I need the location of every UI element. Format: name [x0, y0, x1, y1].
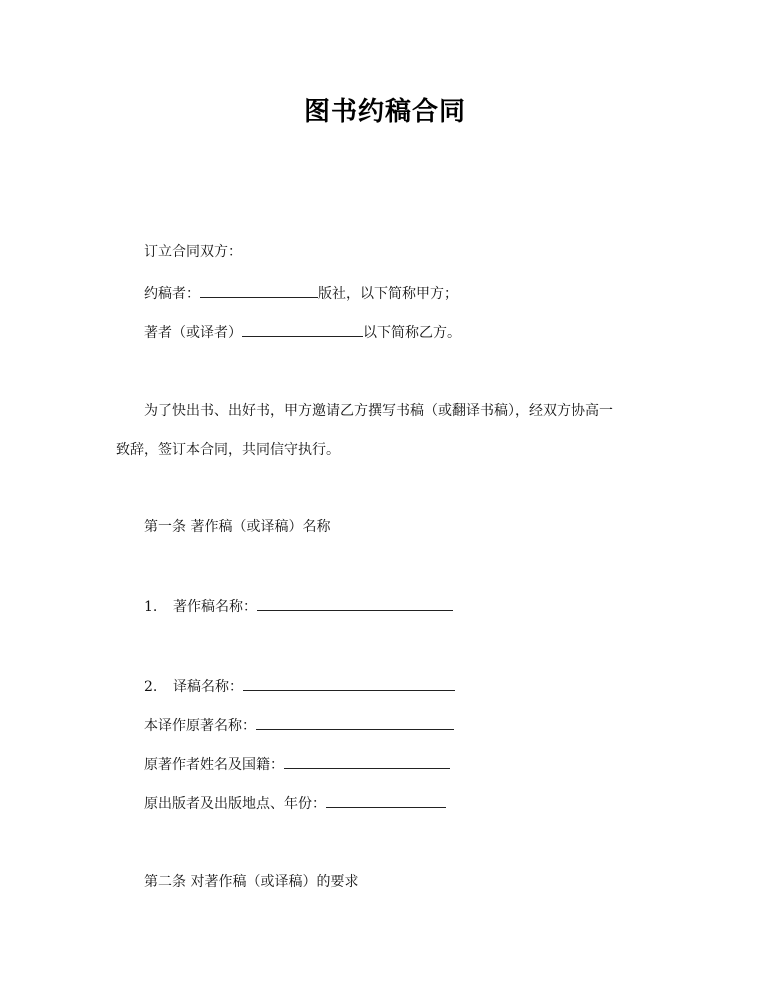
translation-name-blank[interactable] — [243, 677, 455, 691]
page-title: 图书约稿合同 — [303, 97, 466, 127]
translation-name-label: 译稿名称： — [173, 679, 243, 695]
commissioner-line — [144, 284, 458, 303]
original-title-line — [144, 716, 454, 735]
article-2-heading: 第二条 对著作稿（或译稿）的要求 — [144, 874, 359, 890]
original-publisher-blank[interactable] — [326, 794, 446, 808]
original-title-blank[interactable] — [256, 716, 454, 730]
item-number: 1. — [144, 599, 158, 615]
translation-name-line — [144, 677, 455, 696]
original-author-label: 原著作者姓名及国籍： — [144, 757, 284, 773]
item-number: 2. — [144, 679, 158, 695]
preamble-line-1: 为了快出书、出好书，甲方邀请乙方撰写书稿（或翻译书稿），经双方协高一 — [144, 403, 613, 419]
author-line — [144, 323, 461, 342]
manuscript-name-label: 著作稿名称： — [173, 599, 257, 615]
original-publisher-line — [144, 794, 446, 813]
manuscript-name-line — [144, 597, 453, 616]
preamble-line-2: 致辞，签订本合同，共同信守执行。 — [116, 442, 340, 458]
parties-intro: 订立合同双方： — [144, 244, 242, 260]
original-title-label: 本译作原著名称： — [144, 718, 256, 734]
commissioner-label: 约稿者： — [144, 286, 200, 302]
original-author-line — [144, 755, 450, 774]
commissioner-suffix: 版社，以下简称甲方； — [318, 286, 458, 302]
commissioner-blank[interactable] — [200, 284, 318, 298]
original-publisher-label: 原出版者及出版地点、年份： — [144, 796, 326, 812]
author-suffix: 以下简称乙方。 — [363, 325, 461, 341]
article-1-heading: 第一条 著作稿（或译稿）名称 — [144, 519, 331, 535]
original-author-blank[interactable] — [284, 755, 450, 769]
author-label: 著者（或译者） — [144, 325, 242, 341]
manuscript-name-blank[interactable] — [257, 597, 453, 611]
author-blank[interactable] — [242, 323, 363, 337]
